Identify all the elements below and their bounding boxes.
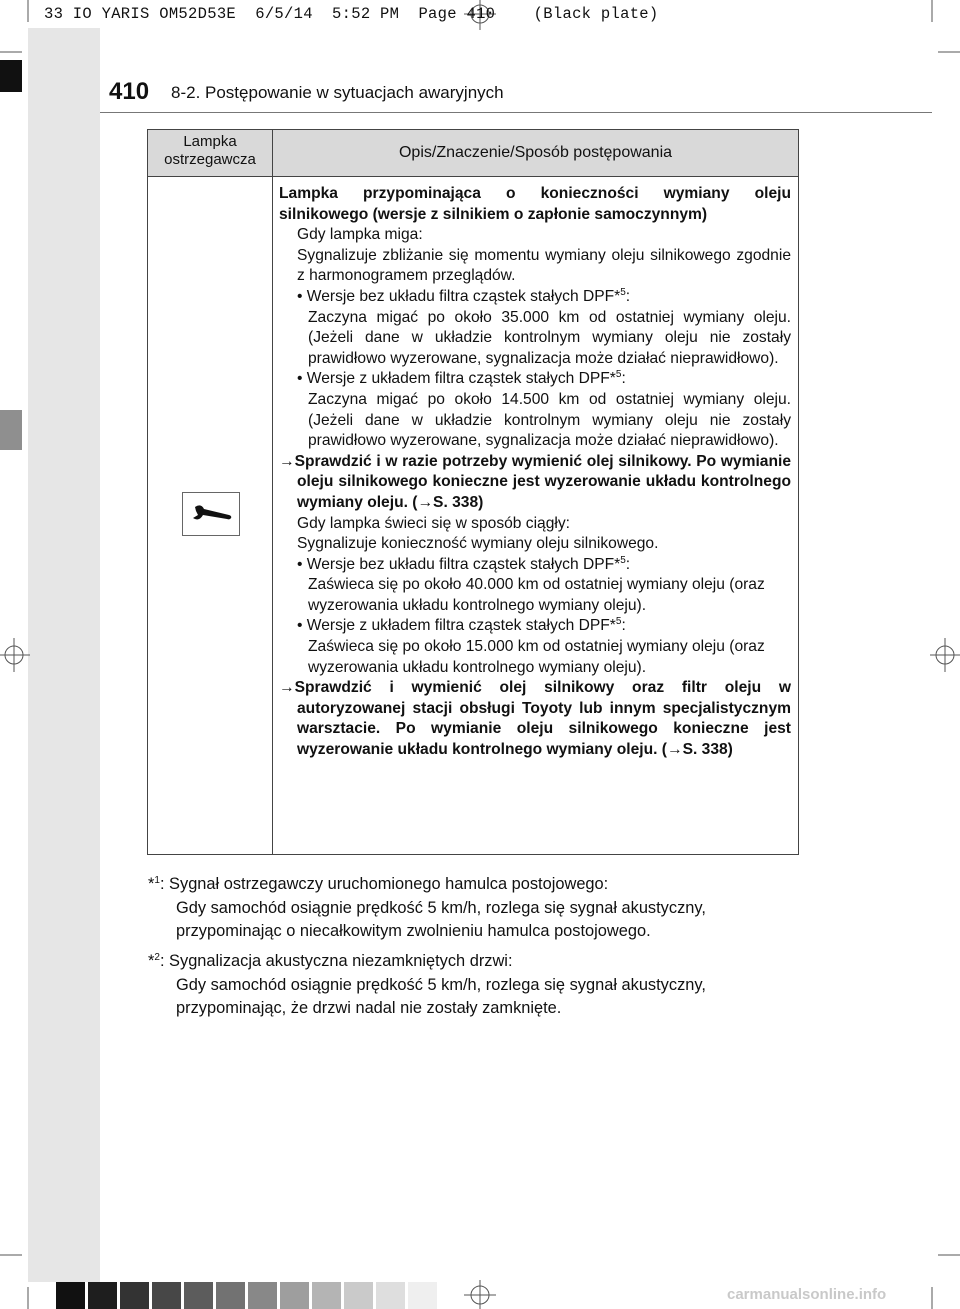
color-swatch [312,1282,341,1309]
watermark: carmanualsonline.info [727,1286,887,1303]
color-swatch [152,1282,181,1309]
blink-a-label [279,287,791,308]
color-swatch [184,1282,213,1309]
blink-a-label-text: • Wersje bez układu filtra cząstek stałych DPF* [297,287,621,305]
color-calibration-bar [56,1282,440,1309]
footnote-2-num: 2 [154,952,160,963]
colon: : [625,555,631,573]
colon: : [621,617,626,635]
color-swatch [216,1282,245,1309]
blink-b-label [279,369,791,390]
steady-action [279,678,791,760]
footnote-2-title [148,950,800,974]
color-swatch [408,1282,437,1309]
blink-b-text: Zaczyna migać po około 14.500 km od ostatniej wymiany oleju. (Jeżeli dane w układzie kontrolnym wymiany oleju nie zostały prawidłowo wyzerowane, sygnalizacja może działać nieprawidłowo). [308,390,791,450]
footnote-ref: 5 [620,286,626,298]
footnote-ref: 5 [615,369,622,381]
footnote-1-text: Gdy samochód osiągnie prędkość 5 km/h, rozlega się sygnał akustyczny, przypominając o niecałkowitym zwolnieniu hamulca postojowego. [176,898,706,940]
print-slug: 33 IO YARIS OM52D53E 6/5/14 5:52 PM Page 410 (Black plate) [44,5,659,23]
registration-mark-left [0,638,30,672]
color-swatch [344,1282,373,1309]
blink-b-label-text: • Wersje z układem filtra cząstek stałych DPF* [297,370,616,388]
color-swatch [56,1282,85,1309]
header-rule [100,112,932,113]
blink-action [279,452,791,514]
page-reference-link[interactable]: S. 338) [682,741,733,759]
footnote-ref: 5 [615,616,622,628]
steady-b-label [279,616,791,637]
color-swatch [120,1282,149,1309]
lamp-title-line2: silnikowego (wersje z silnikiem o zapłonie samoczynnym) [279,205,708,223]
footnote-1 [148,873,800,944]
steady-text: Sygnalizuje konieczność wymiany oleju silnikowego. [297,535,659,553]
header-warning-lamp-line2: ostrzegawcza [164,151,256,168]
footnote-1-num: 1 [154,875,160,886]
section-title: 8-2. Postępowanie w sytuacjach awaryjnych [171,83,504,102]
blink-a-text: Zaczyna migać po około 35.000 km od ostatniej wymiany oleju. (Jeżeli dane w układzie kontrolnym wymiany oleju nie zostały prawidłowo wyzerowane, sygnalizacja może działać nieprawidłowo). [308,308,791,367]
footnote-ref: 5 [620,554,626,566]
column-divider [272,130,273,854]
steady-b-text: Zaświeca się po około 15.000 km od ostatniej wymiany oleju (oraz wyzerowania układu kontrolnego wymiany oleju). [308,638,765,676]
steady-a-label [279,555,791,576]
header-warning-lamp-line1: Lampka [183,133,237,150]
header-description: Opis/Znaczenie/Sposób postępowania [398,144,673,161]
colon: : [625,287,631,305]
color-swatch [88,1282,117,1309]
color-swatch [376,1282,405,1309]
steady-a-label-text: • Wersje bez układu filtra cząstek stałych DPF* [297,555,621,573]
arrow-icon: → [279,679,295,697]
colon: : [621,370,626,388]
footnote-2-title-text: : Sygnalizacja akustyczna niezamkniętych drzwi: [159,952,513,970]
table-header-row [148,130,798,177]
blink-text: Sygnalizuje zbliżanie się momentu wymiany oleju silnikowego zgodnie z harmonogramem przeglądów. [297,246,791,285]
registration-mark-bottom [464,1280,496,1309]
page-reference-link[interactable]: S. 338) [433,493,484,511]
color-swatch [248,1282,277,1309]
steady-a-text: Zaświeca się po około 40.000 km od ostatniej wymiany oleju (oraz wyzerowania układu kontrolnego wymiany oleju). [308,576,765,614]
arrow-icon: → [279,452,295,470]
footnote-2-text: Gdy samochód osiągnie prędkość 5 km/h, rozlega się sygnał akustyczny, przypominając, że drzwi nadal nie zostały zamknięte. [176,975,706,1017]
header-warning-lamp [148,133,272,169]
arrow-icon: → [417,493,434,511]
registration-mark-right [930,638,960,672]
description-cell [279,184,791,761]
steady-b-label-text: • Wersje z układem filtra cząstek stałych DPF* [297,617,616,635]
footnote-2-mark: * [148,952,155,970]
footnote-1-title [148,873,800,897]
footnote-2 [148,950,800,1021]
page-number: 410 [109,78,150,105]
steady-label: Gdy lampka świeci się w sposób ciągły: [297,514,570,532]
blink-label: Gdy lampka miga: [297,226,423,244]
footnote-1-mark: * [148,875,155,893]
warning-lamp-table [147,129,799,855]
arrow-icon: → [667,741,683,759]
blink-action-text: Sprawdzić i w razie potrzeby wymienić olej silnikowy. Po wymianie oleju silnikowego konieczne jest wyzerowanie układu kontrolnego wymiany oleju. ( [294,452,791,511]
wrench-icon [182,492,240,536]
lamp-title-line1: Lampka przypominająca o konieczności wymiany oleju [279,185,791,202]
color-swatch [280,1282,309,1309]
steady-action-text: Sprawdzić i wymienić olej silnikowy oraz filtr oleju w autoryzowanej stacji obsługi Toyoty lub innym specjalistycznym warsztacie. Po wymianie oleju silnikowego konieczne jest wyzerowanie układu kontrolnego wymiany oleju. ( [294,679,791,759]
footnote-1-title-text: : Sygnał ostrzegawczy uruchomionego hamulca postojowego: [159,875,609,893]
